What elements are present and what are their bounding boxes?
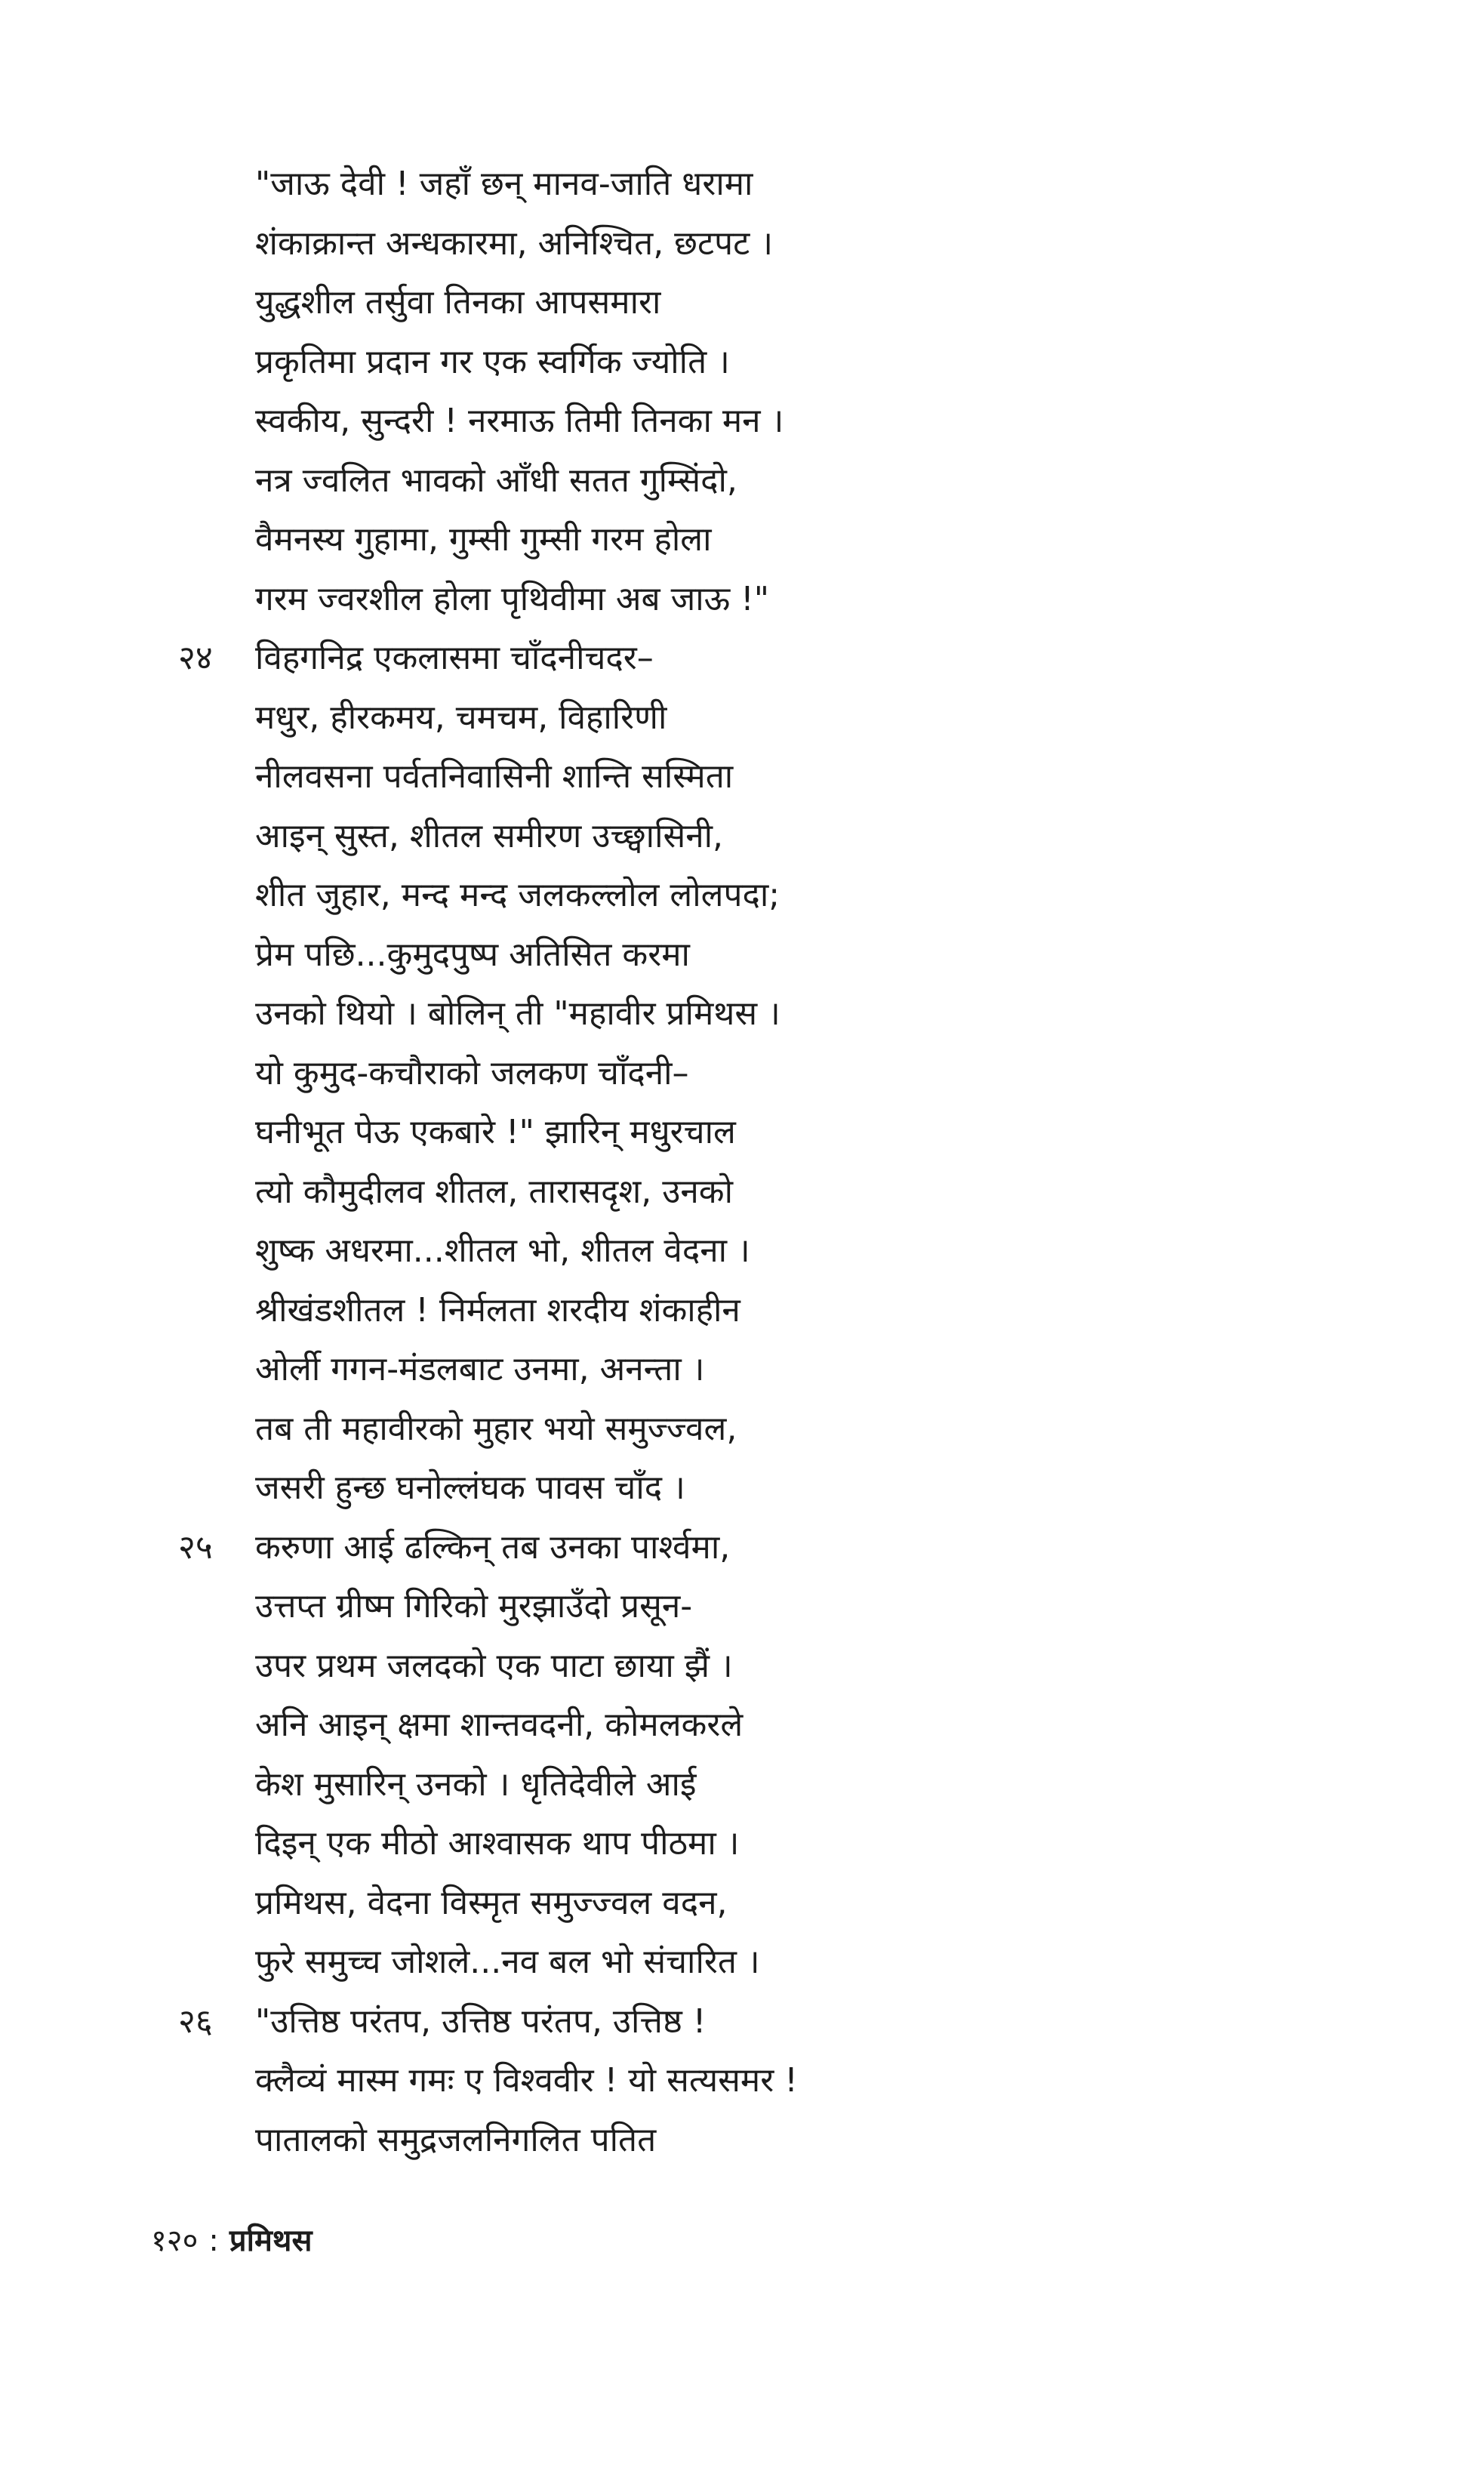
poem-line-text: आइन् सुस्त, शीतल समीरण उच्छ्वासिनी,: [255, 816, 724, 855]
poem-line: [0, 2051, 1484, 2111]
poem-line-text: प्रमिथस, वेदना विस्मृत समुज्ज्वल वदन,: [255, 1883, 728, 1922]
poem-line-text: नत्र ज्वलित भावको आँधी सतत गुम्सिंदो,: [255, 461, 737, 500]
poem-line: [0, 1340, 1484, 1400]
poem-line-text: वैमनस्य गुहामा, गुम्सी गुम्सी गरम होला: [255, 520, 712, 559]
page-footer: [151, 2218, 313, 2263]
book-title: प्रमिथस: [229, 2223, 313, 2258]
poem-line-text: उत्तप्त ग्रीष्म गिरिको मुरझाउँदो प्रसून-: [255, 1587, 693, 1626]
poem-line: [0, 807, 1484, 867]
poem-line: [0, 629, 1484, 689]
poem-line-text: प्रेम पछि...कुमुदपुष्प अतिसित करमा: [255, 935, 690, 974]
poem-line-text: करुणा आई ढल्किन् तब उनका पार्श्वमा,: [255, 1527, 731, 1567]
poem-line-text: शुष्क अधरमा...शीतल भो, शीतल वेदना ।: [255, 1231, 750, 1270]
poem-line-text: शीत जुहार, मन्द मन्द जलकल्लोल लोलपदा;: [255, 876, 780, 914]
page-number: १२०: [151, 2223, 199, 2258]
poem-line-text: मधुर, हीरकमय, चमचम, विहारिणी: [255, 698, 667, 737]
poem-line: [0, 155, 1484, 214]
poem-line-text: प्रकृतिमा प्रदान गर एक स्वर्गिक ज्योति ।: [255, 342, 730, 381]
poem-line-text: स्वकीय, सुन्दरी ! नरमाऊ तिमी तिनका मन ।: [255, 402, 784, 440]
poem-line: [0, 510, 1484, 570]
poem-line: [0, 1459, 1484, 1518]
poem-line: [0, 866, 1484, 926]
poem-line: [0, 1933, 1484, 1992]
poem-line: [0, 1814, 1484, 1874]
poem-line-text: उपर प्रथम जलदको एक पाटा छाया झैं ।: [255, 1646, 733, 1685]
poem-line: [0, 1992, 1484, 2052]
poem-line: [0, 747, 1484, 807]
poem-line: [0, 2111, 1484, 2171]
poem-line-text: "उत्तिष्ठ परंतप, उत्तिष्ठ परंतप, उत्तिष्ठ !: [255, 2002, 707, 2041]
poem-line-text: केश मुसारिन् उनको । धृतिदेवीले आई: [255, 1764, 697, 1804]
poem-line-text: जसरी हुन्छ घनोल्लंघक पावस चाँद ।: [255, 1468, 685, 1507]
verse-number: २४: [178, 639, 213, 677]
poem-line: [0, 1874, 1484, 1934]
poem-line: [0, 1637, 1484, 1696]
poem-line: [0, 214, 1484, 274]
poem-line: [0, 451, 1484, 511]
poem-line: [0, 1577, 1484, 1637]
poem-line: [0, 1222, 1484, 1281]
poem-line-text: अनि आइन् क्षमा शान्तवदनी, कोमलकरले: [255, 1706, 744, 1744]
verse-number: २५: [178, 1527, 213, 1567]
poem-line-text: तब ती महावीरको मुहार भयो समुज्ज्वल,: [255, 1409, 737, 1448]
poem-line-text: क्लैव्यं मास्म गमः ए विश्ववीर ! यो सत्यसमर !: [255, 2061, 798, 2100]
poem-line: [0, 1755, 1484, 1815]
poem-line-text: उनको थियो । बोलिन् ती "महावीर प्रमिथस ।: [255, 994, 780, 1033]
poem-line-text: विहगनिद्र एकलासमा चाँदनीचदर–: [255, 639, 654, 677]
poem-line-text: पातालको समुद्रजलनिगलित पतित: [255, 2120, 657, 2159]
poem-line-text: नीलवसना पर्वतनिवासिनी शान्ति सस्मिता: [255, 757, 734, 796]
poem-line-text: युद्धशील तर्सुवा तिनका आपसमारा: [255, 283, 661, 322]
footer-separator: :: [208, 2223, 219, 2258]
poem-line-text: दिइन् एक मीठो आश्वासक थाप पीठमा ।: [255, 1824, 740, 1863]
poem-line: [0, 926, 1484, 985]
poem-line-text: श्रीखंडशीतल ! निर्मलता शरदीय शंकाहीन: [255, 1290, 740, 1330]
poem-line: [0, 1044, 1484, 1104]
poem-line: [0, 333, 1484, 393]
poem-line: [0, 1163, 1484, 1222]
poem-line: [0, 273, 1484, 333]
poem-line: [0, 1103, 1484, 1163]
poem-line-text: त्यो कौमुदीलव शीतल, तारासदृश, उनको: [255, 1172, 733, 1211]
poem-line: [0, 1281, 1484, 1341]
poem-line: [0, 1696, 1484, 1755]
poem-line: [0, 1518, 1484, 1578]
poem-line-text: शंकाक्रान्त अन्धकारमा, अनिश्चित, छटपट ।: [255, 223, 774, 263]
poem-line-text: घनीभूत पेऊ एकबारे !" झारिन् मधुरचाल: [255, 1113, 736, 1151]
poem-line: [0, 392, 1484, 451]
poem-line: [0, 985, 1484, 1044]
poem-line: [0, 570, 1484, 630]
poem-body: [0, 155, 1484, 2170]
poem-line-text: फुरे समुच्च जोशले...नव बल भो संचारित ।: [255, 1943, 760, 1981]
poem-line: [0, 689, 1484, 748]
poem-line-text: "जाऊ देवी ! जहाँ छन् मानव-जाति धरामा: [255, 165, 753, 203]
poem-line-text: यो कुमुद-कचौराको जलकण चाँदनी–: [255, 1053, 689, 1092]
poem-line-text: ओर्ली गगन-मंडलबाट उनमा, अनन्ता ।: [255, 1350, 705, 1388]
poem-line-text: गरम ज्वरशील होला पृथिवीमा अब जाऊ !": [255, 579, 770, 618]
poem-line: [0, 1400, 1484, 1459]
verse-number: २६: [178, 2002, 213, 2041]
